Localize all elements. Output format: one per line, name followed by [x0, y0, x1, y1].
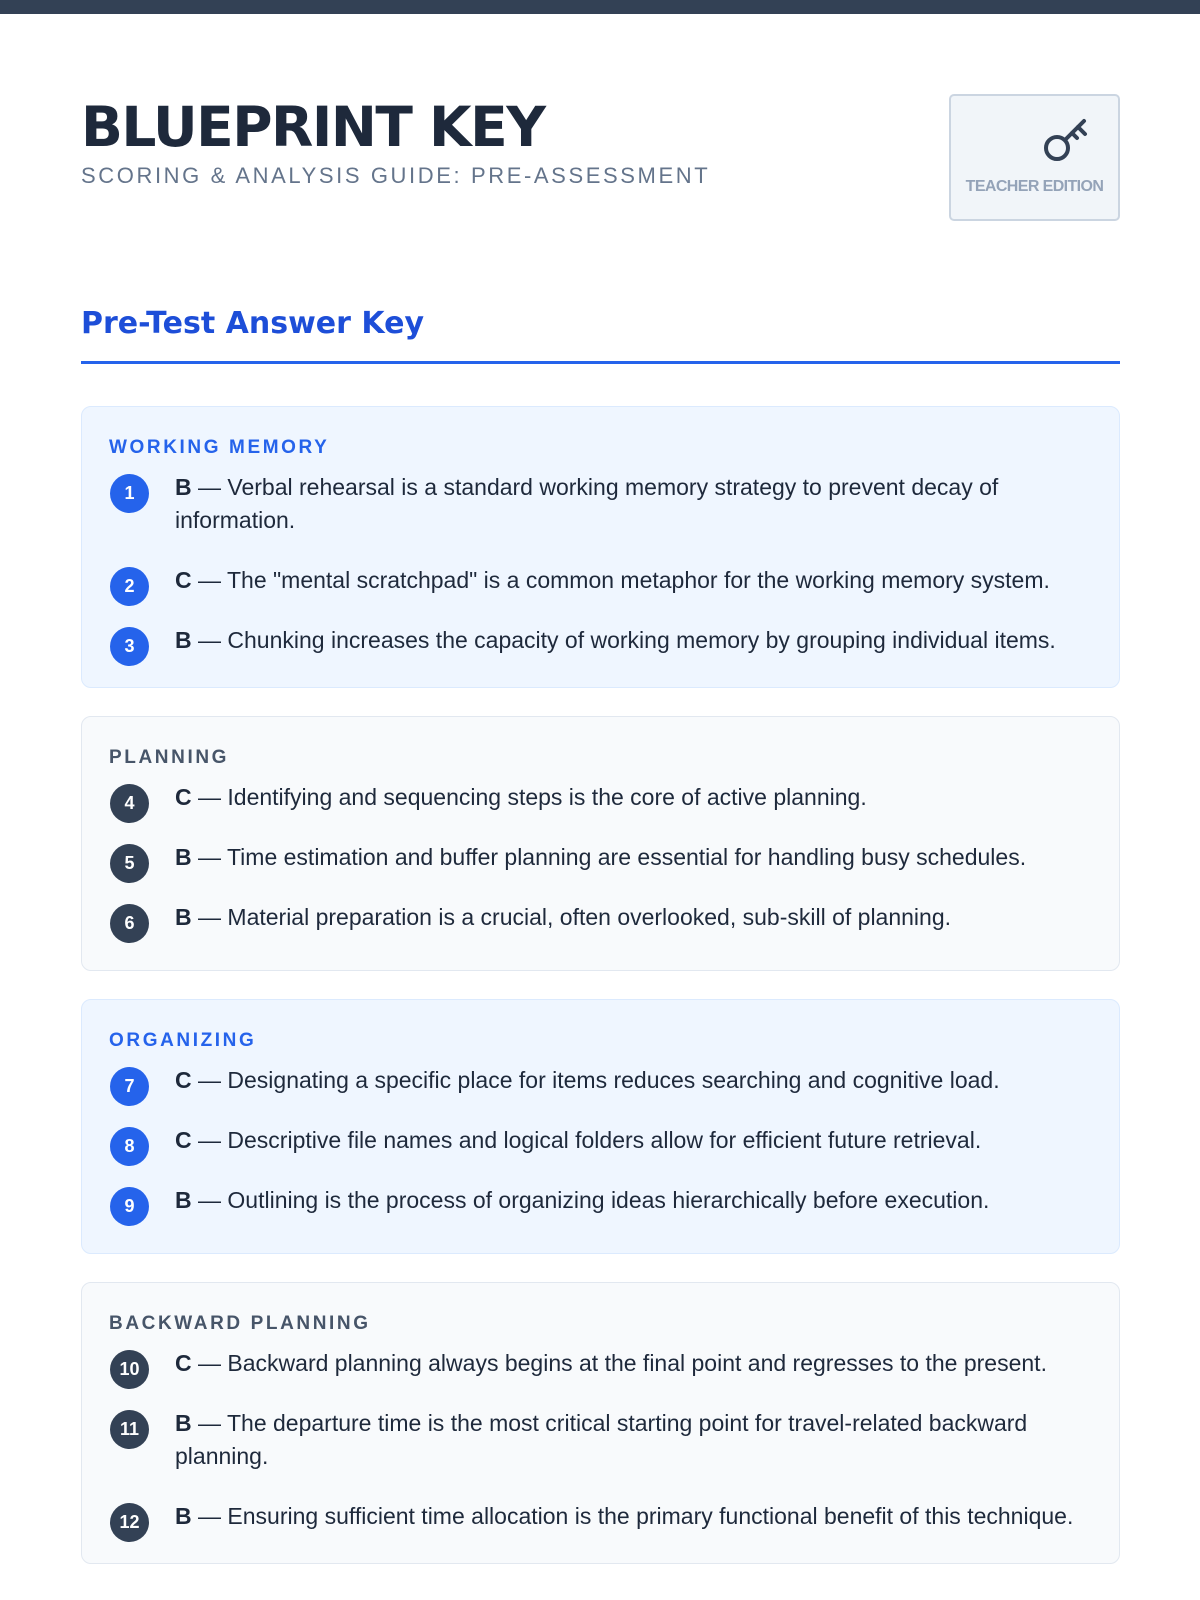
answer-item [109, 624, 1093, 657]
answer-item [109, 1124, 1093, 1157]
answer-item [109, 471, 1093, 537]
answer-letter: B [175, 844, 192, 870]
question-number-badge: 6 [110, 904, 149, 943]
group-label: PLANNING [109, 747, 230, 768]
answer-explanation: — The "mental scratchpad" is a common metaphor for the working memory system. [191, 567, 1050, 593]
section-title: Pre-Test Answer Key [81, 306, 424, 341]
document-title: BLUEPRINT KEY [81, 95, 545, 159]
group-card-working-memory [81, 406, 1120, 688]
answer-letter: C [175, 1350, 192, 1376]
answer-letter: C [175, 1067, 192, 1093]
answer-explanation: — Chunking increases the capacity of working memory by grouping individual items. [191, 627, 1056, 653]
section-divider [81, 361, 1120, 364]
answer-item [109, 901, 1093, 934]
answer-letter: C [175, 784, 192, 810]
answer-letter: C [175, 567, 192, 593]
answer-letter: B [175, 474, 192, 500]
question-number-badge: 10 [110, 1350, 149, 1389]
answer-item [109, 1064, 1093, 1097]
answer-item [109, 841, 1093, 874]
answer-explanation: — Identifying and sequencing steps is the core of active planning. [191, 784, 867, 810]
answer-item [109, 1347, 1093, 1380]
document-header [81, 92, 1120, 222]
question-number-badge: 4 [110, 784, 149, 823]
answer-item [109, 1500, 1093, 1533]
answer-letter: B [175, 904, 192, 930]
answer-item [109, 1184, 1093, 1217]
question-number-badge: 3 [110, 627, 149, 666]
answer-explanation: — Ensuring sufficient time allocation is the primary functional benefit of this technique. [191, 1503, 1074, 1529]
answer-explanation: — Designating a specific place for items reduces searching and cognitive load. [191, 1067, 1000, 1093]
question-number-badge: 1 [110, 474, 149, 513]
group-card-organizing [81, 999, 1120, 1254]
question-number-badge: 8 [110, 1127, 149, 1166]
group-label: WORKING MEMORY [109, 437, 330, 458]
document-subtitle: SCORING & ANALYSIS GUIDE: PRE-ASSESSMENT [81, 163, 711, 188]
answer-item [109, 564, 1093, 597]
group-label: BACKWARD PLANNING [109, 1313, 371, 1334]
question-number-badge: 12 [110, 1503, 149, 1542]
question-number-badge: 11 [110, 1410, 149, 1449]
answer-explanation: — Material preparation is a crucial, often overlooked, sub-skill of planning. [191, 904, 952, 930]
answer-explanation: — Backward planning always begins at the final point and regresses to the present. [191, 1350, 1047, 1376]
question-number-badge: 7 [110, 1067, 149, 1106]
answer-explanation: — The departure time is the most critical starting point for travel-related backward planning. [175, 1410, 1028, 1469]
answer-explanation: — Descriptive file names and logical folders allow for efficient future retrieval. [191, 1127, 982, 1153]
edition-label: TEACHER EDITION [965, 178, 1104, 195]
answer-explanation: — Outlining is the process of organizing ideas hierarchically before execution. [191, 1187, 990, 1213]
answer-letter: B [175, 1503, 192, 1529]
group-card-planning [81, 716, 1120, 971]
teacher-edition-badge [949, 94, 1120, 221]
question-number-badge: 9 [110, 1187, 149, 1226]
answer-letter: C [175, 1127, 192, 1153]
key-icon [1042, 117, 1094, 169]
top-accent-bar [0, 0, 1200, 14]
answer-letter: B [175, 1410, 192, 1436]
answer-item [109, 781, 1093, 814]
answer-letter: B [175, 627, 192, 653]
answer-explanation: — Verbal rehearsal is a standard working memory strategy to prevent decay of information. [175, 474, 999, 533]
answer-item [109, 1407, 1093, 1473]
question-number-badge: 2 [110, 567, 149, 606]
answer-explanation: — Time estimation and buffer planning are essential for handling busy schedules. [191, 844, 1027, 870]
group-label: ORGANIZING [109, 1030, 257, 1051]
answer-letter: B [175, 1187, 192, 1213]
question-number-badge: 5 [110, 844, 149, 883]
group-card-backward-planning [81, 1282, 1120, 1564]
